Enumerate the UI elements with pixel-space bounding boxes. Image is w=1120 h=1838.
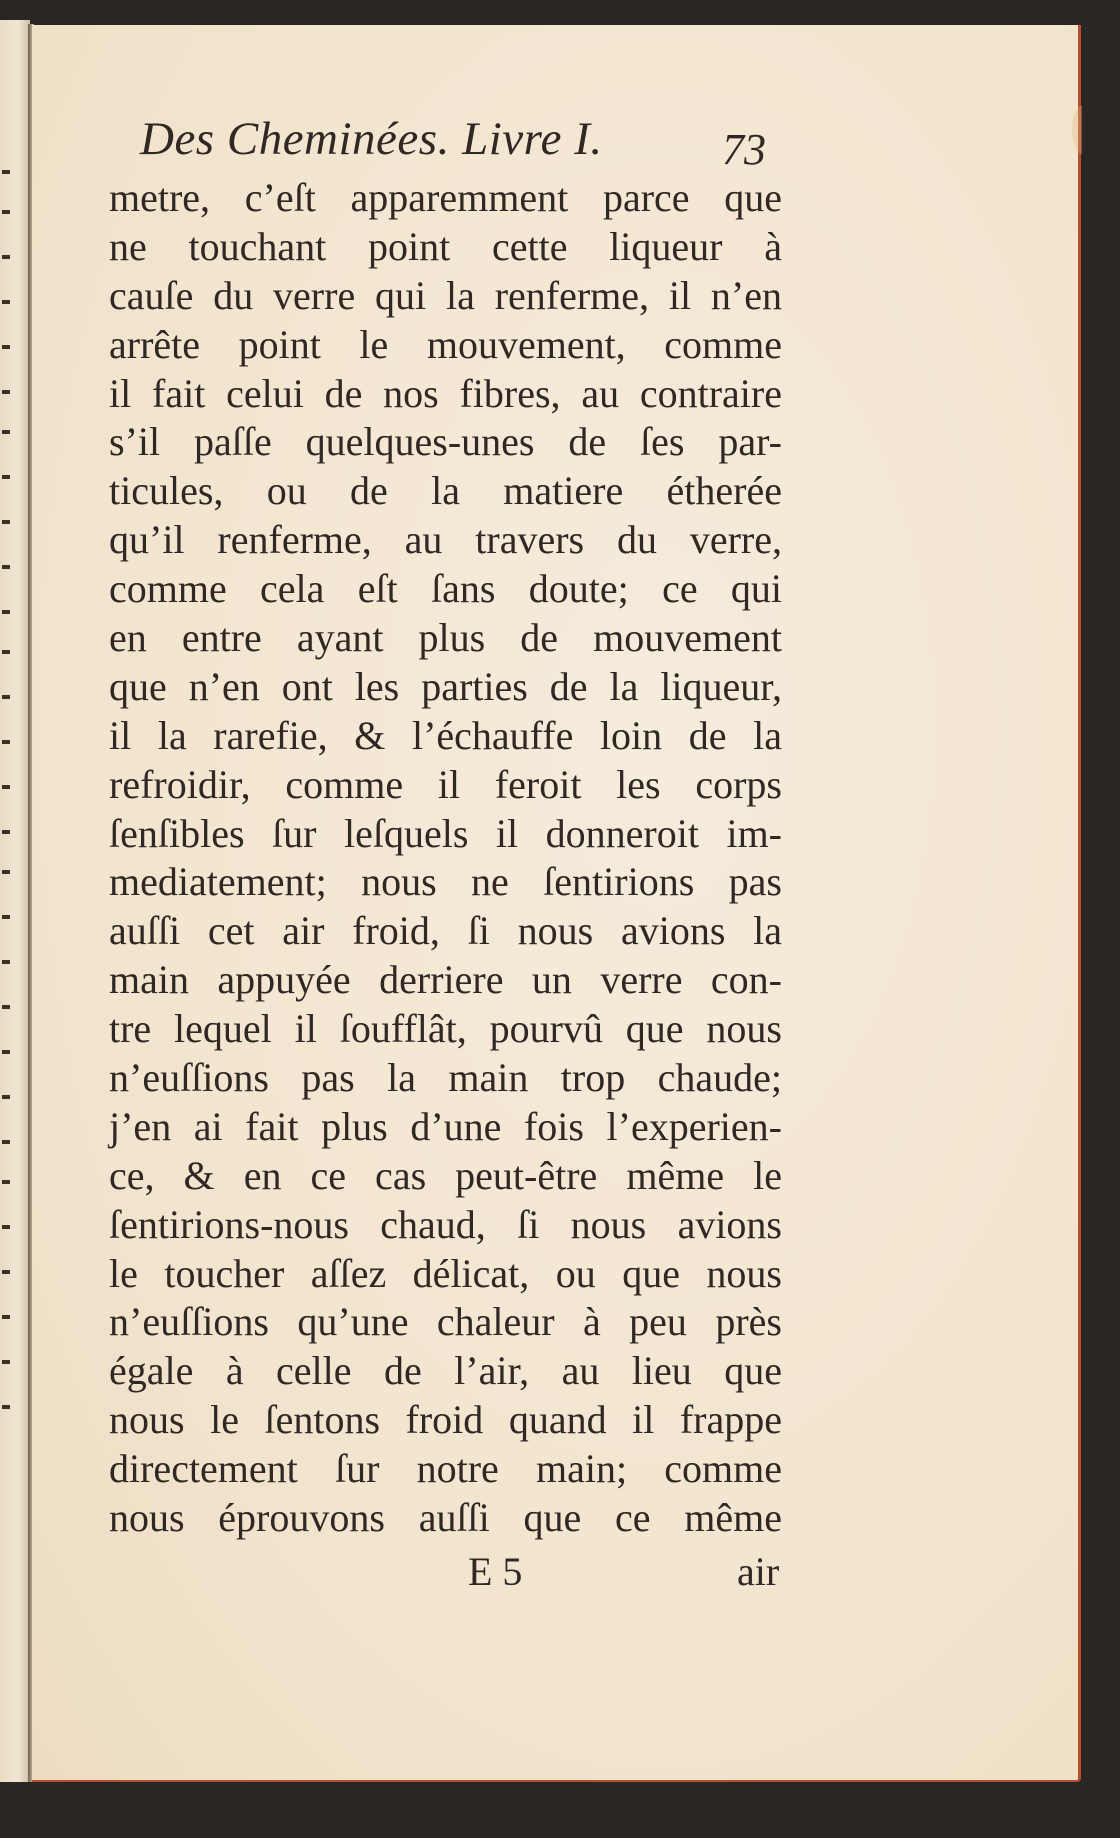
- text-line: [109, 272, 782, 321]
- text-line-content: ne touchant point cette liqueur à: [109, 223, 782, 269]
- text-line: [109, 418, 782, 467]
- text-line-content: auſſi cet air froid, ſi nous avions la: [109, 908, 782, 954]
- body-text: [109, 174, 782, 1543]
- text-line: [109, 516, 782, 565]
- text-line-content: le toucher aſſez délicat, ou que nous: [109, 1250, 782, 1296]
- text-line: [109, 1054, 782, 1103]
- text-line-content: metre, c’eſt apparemment parce que: [109, 175, 782, 220]
- text-line-content: arrête point le mouvement, comme: [109, 321, 782, 367]
- text-line: [109, 858, 782, 907]
- text-line-content: cauſe du verre qui la renferme, il n’en: [109, 272, 782, 318]
- text-line-content: en entre ayant plus de mouvement: [109, 615, 782, 661]
- text-line: [109, 712, 782, 761]
- text-line: [109, 1347, 782, 1396]
- text-line-content: il fait celui de nos fibres, au contraire: [109, 370, 782, 416]
- text-line-content: qu’il renferme, au travers du verre,: [109, 517, 782, 563]
- text-line: [109, 1005, 782, 1054]
- scan-background-bottom: [0, 1782, 1120, 1838]
- text-line-content: s’il paſſe quelques-unes de ſes par-: [109, 419, 782, 465]
- text-line: [109, 321, 782, 370]
- text-line-content: nous le ſentons froid quand il frappe: [109, 1397, 782, 1443]
- facing-page-text-fragments: [2, 20, 14, 1790]
- running-title: Des Cheminées. Livre I.: [140, 113, 603, 165]
- text-line: [109, 810, 782, 859]
- scan-background-right: [1082, 0, 1120, 1838]
- text-line: [109, 565, 782, 614]
- text-line: [109, 1250, 782, 1299]
- catchword: air: [737, 1549, 780, 1594]
- text-line-content: ce, & en ce cas peut-être même le: [109, 1152, 782, 1198]
- text-line-content: mediatement; nous ne ſentirions pas: [109, 859, 782, 905]
- text-line-content: il la rarefie, & l’échauffe loin de la: [109, 712, 782, 758]
- page-header: [140, 112, 770, 172]
- text-line: [109, 370, 782, 419]
- text-line-content: refroidir, comme il feroit les corps: [109, 761, 782, 807]
- text-line-content: main appuyée derriere un verre con-: [109, 957, 782, 1003]
- text-line: [109, 467, 782, 516]
- text-line: [109, 1396, 782, 1445]
- text-line-content: ſentirions-nous chaud, ſi nous avions: [109, 1201, 782, 1247]
- text-line: [109, 1103, 782, 1152]
- text-line-content: directement ſur notre main; comme: [109, 1446, 782, 1492]
- text-line-content: nous éprouvons auſſi que ce même: [109, 1495, 782, 1541]
- text-line-content: j’en ai fait plus d’une fois l’experien-: [109, 1103, 782, 1149]
- text-line: [109, 1152, 782, 1201]
- text-line-content: tre lequel il ſoufflât, pourvû que nous: [109, 1006, 782, 1052]
- text-line: [109, 1298, 782, 1347]
- text-line-content: n’euſſions pas la main trop chaude;: [109, 1055, 782, 1101]
- facing-page-edge: [0, 20, 30, 1790]
- text-line: [109, 1445, 782, 1494]
- text-line: [109, 1201, 782, 1250]
- text-line-content: ticules, ou de la matiere étherée: [109, 468, 782, 514]
- text-line: [109, 223, 782, 272]
- text-line: [109, 614, 782, 663]
- text-line: [109, 174, 782, 223]
- text-line: [109, 956, 782, 1005]
- signature-mark: E 5: [468, 1549, 523, 1594]
- text-line-content: que n’en ont les parties de la liqueur,: [109, 663, 782, 709]
- text-line-content: comme cela eſt ſans doute; ce qui: [109, 566, 782, 612]
- scan-background-top: [0, 0, 1120, 27]
- text-line-content: ſenſibles ſur leſquels il donneroit im-: [109, 810, 782, 856]
- text-line: [109, 663, 782, 712]
- text-line: [109, 907, 782, 956]
- text-line: [109, 761, 782, 810]
- text-line-content: n’euſſions qu’une chaleur à peu près: [109, 1299, 782, 1345]
- page-number: 73: [722, 125, 766, 174]
- text-line: [109, 1494, 782, 1543]
- text-line-content: égale à celle de l’air, au lieu que: [109, 1348, 782, 1394]
